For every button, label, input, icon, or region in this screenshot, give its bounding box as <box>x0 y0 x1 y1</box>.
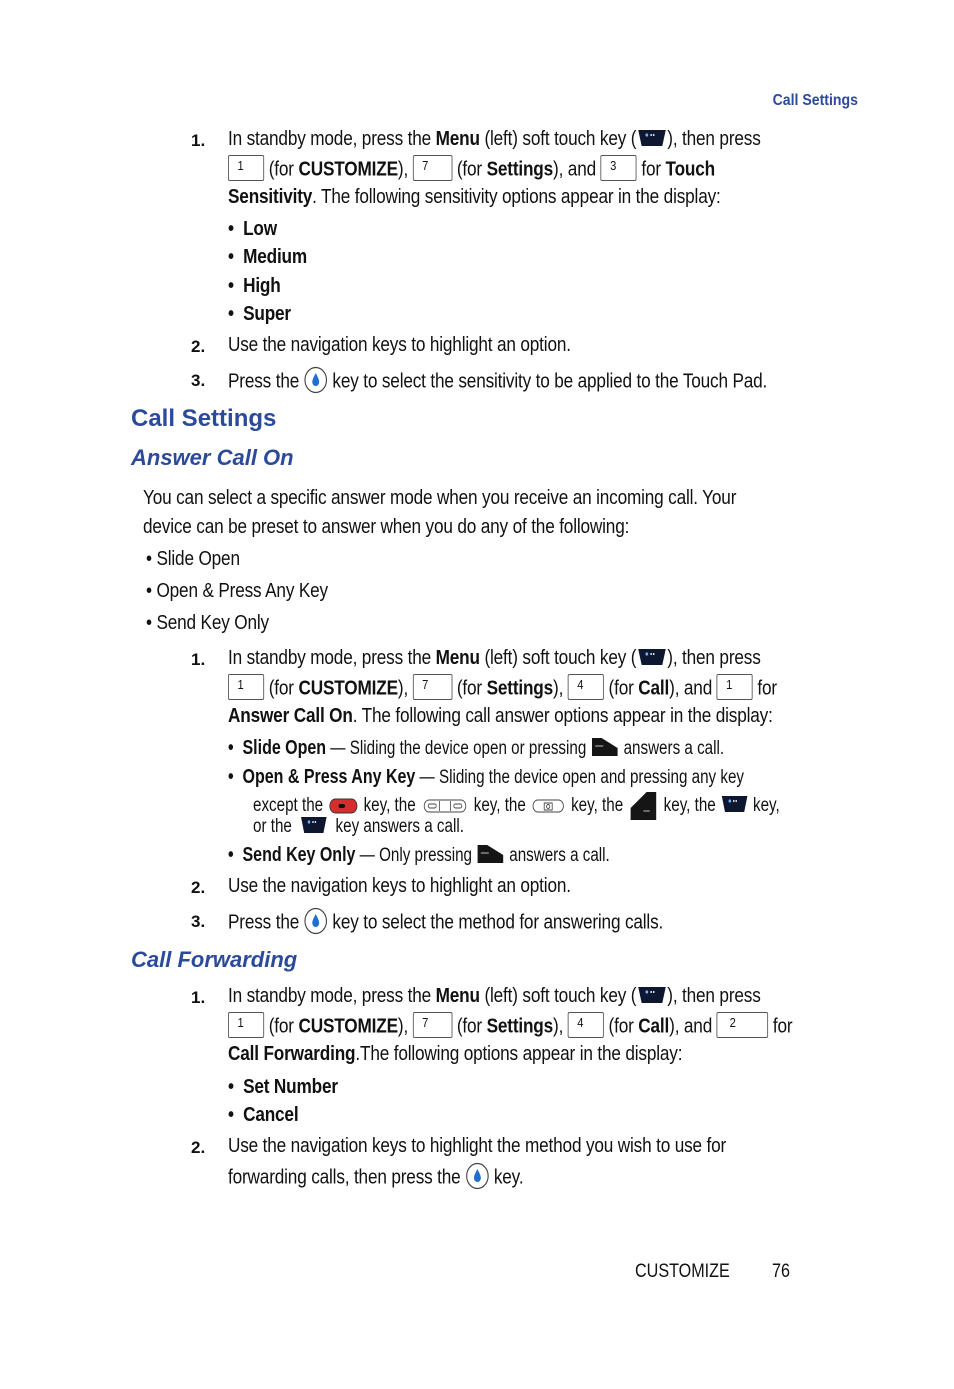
subheading-call-forwarding: Call Forwarding <box>131 947 298 972</box>
send-key-icon <box>476 843 505 865</box>
subheading-answer-call-on: Answer Call On <box>131 445 294 470</box>
forward-step2-line1: Use the navigation keys to highlight the method you wish to use for <box>228 1135 727 1157</box>
answer-bullet: • Slide Open <box>146 548 240 570</box>
left-soft-key-icon <box>636 127 667 149</box>
send-key-icon <box>591 736 620 758</box>
answer-step2: Use the navigation keys to highlight an option. <box>228 875 571 897</box>
option-cancel: • Cancel <box>228 1104 299 1126</box>
forward-step2-line2: forwarding calls, then press the key. <box>228 1164 523 1192</box>
step-number: 1. <box>191 650 206 669</box>
intro-step1-line3: Sensitivity. The following sensitivity options appear in the display: <box>228 186 721 208</box>
sub-send-only: • Send Key Only — Only pressing answers a call. <box>228 844 610 866</box>
sub-slide-open: • Slide Open — Sliding the device open or pressing answers a call. <box>228 737 725 759</box>
answer-bullet: • Open & Press Any Key <box>146 580 328 602</box>
option-set-number: • Set Number <box>228 1076 338 1098</box>
step-number: 3. <box>191 912 206 931</box>
section-heading-call-settings: Call Settings <box>131 405 277 432</box>
intro-step2: Use the navigation keys to highlight an option. <box>228 334 571 356</box>
answer-paragraph-line1: You can select a specific answer mode when you receive an incoming call. Your <box>143 487 737 509</box>
option-medium: • Medium <box>228 246 308 268</box>
left-soft-key-icon <box>636 646 667 668</box>
clear-key-icon <box>627 791 659 821</box>
intro-step3: Press the key to select the sensitivity to be applied to the Touch Pad. <box>228 368 767 396</box>
ok-key-icon <box>465 1162 489 1190</box>
key-4-icon: 4 <box>568 1012 604 1038</box>
sub-open-press-line3: or the key answers a call. <box>253 816 464 838</box>
key-7-icon: 7 <box>413 674 453 700</box>
key-7-icon: 7 <box>413 155 453 181</box>
forward-step1-line3: Call Forwarding.The following options appear in the display: <box>228 1043 683 1065</box>
key-2-icon: 2 <box>717 1012 769 1038</box>
key-1-icon: 1 <box>228 1012 264 1038</box>
end-key-icon <box>327 798 359 814</box>
ok-key-icon <box>304 366 328 394</box>
answer-paragraph-line2: device can be preset to answer when you do any of the following: <box>143 516 630 538</box>
key-4-icon: 4 <box>568 674 604 700</box>
option-high: • High <box>228 275 281 297</box>
step-number: 1. <box>191 988 206 1007</box>
answer-step3: Press the key to select the method for answering calls. <box>228 909 663 937</box>
forward-step1-line2: 1 (for CUSTOMIZE), 7 (for Settings), 4 (for Call), and 2 for <box>228 1014 792 1040</box>
key-3-icon: 3 <box>601 155 637 181</box>
sub-open-press: • Open & Press Any Key — Sliding the device open and pressing any key <box>228 766 745 788</box>
key-1-icon: 1 <box>228 155 264 181</box>
answer-step1-line1: In standby mode, press the Menu (left) soft touch key ( ), then press <box>228 647 761 669</box>
option-super: • Super <box>228 303 291 325</box>
camera-key-icon <box>530 798 567 814</box>
step-number: 3. <box>191 371 206 390</box>
ok-key-icon <box>304 907 328 935</box>
key-1-icon: 1 <box>717 674 753 700</box>
navigation-key-icon <box>420 798 470 814</box>
sub-open-press-line2: except the key, the key, the key, the key, the key, <box>253 791 780 821</box>
intro-step1-line1: In standby mode, press the Menu (left) soft touch key ( ), then press <box>228 128 761 150</box>
forward-step1-line1: In standby mode, press the Menu (left) soft touch key ( ), then press <box>228 985 761 1007</box>
option-low: • Low <box>228 218 277 240</box>
intro-step1-line2: 1 (for CUSTOMIZE), 7 (for Settings), and 3 for Touch <box>228 157 715 183</box>
answer-step1-line3: Answer Call On. The following call answer options appear in the display: <box>228 705 773 727</box>
footer-section: CUSTOMIZE <box>635 1261 730 1282</box>
step-number: 2. <box>191 1138 206 1157</box>
left-soft-key-icon <box>720 793 749 815</box>
step-number: 1. <box>191 131 206 150</box>
answer-step1-line2: 1 (for CUSTOMIZE), 7 (for Settings), 4 (for Call), and 1 for <box>228 676 777 702</box>
page-number: 76 <box>772 1261 790 1282</box>
right-soft-key-icon <box>296 814 331 836</box>
running-head: Call Settings <box>772 92 858 109</box>
answer-bullet: • Send Key Only <box>146 612 269 634</box>
key-1-icon: 1 <box>228 674 264 700</box>
key-7-icon: 7 <box>413 1012 453 1038</box>
step-number: 2. <box>191 878 206 897</box>
step-number: 2. <box>191 337 206 356</box>
left-soft-key-icon <box>636 984 667 1006</box>
